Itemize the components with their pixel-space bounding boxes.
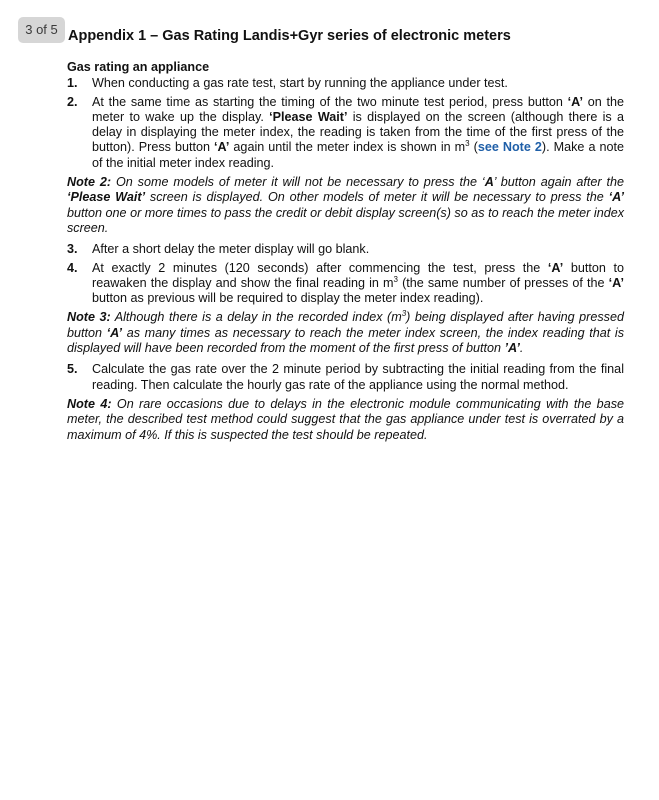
note-4: Note 4: On rare occasions due to delays in the electronic module communicating with the base meter, the described test method could suggest that the gas appliance under test is overrated by a maximum of 4%. If this is suspected the test should be repeated. [67, 396, 624, 442]
list-text: When conducting a gas rate test, start by running the appliance under test. [92, 76, 508, 91]
list-number: 5. [67, 362, 78, 377]
note-2-link[interactable]: see Note 2 [477, 140, 542, 155]
list-number: 3. [67, 242, 78, 257]
list-text: At the same time as starting the timing of the two minute test period, press button ‘A’ on the meter to wake up the display. ‘Please Wait’ is displayed on the screen (although there is a delay in displaying the meter index, the reading is taken from the time of the first press of the button). Press button ‘A’ again until the meter index is shown in $m^3$ (see Note 2). Make a note of the initial meter index reading. [92, 94, 625, 170]
list-item-2 [67, 95, 624, 171]
section-heading: Gas rating an appliance [67, 60, 210, 74]
note-label: Note 2: [67, 175, 112, 190]
list-number: 1. [67, 76, 78, 91]
list-item-1 [67, 76, 624, 91]
page-indicator-badge: 3 of 5 [18, 17, 65, 43]
list-item-5 [67, 362, 624, 393]
list-item-3 [67, 242, 624, 257]
note-label: Note 4: [67, 396, 112, 411]
note-3: Note 3: Although there is a delay in the recorded index $(m^3)$ being displayed after having pressed button ‘A’ as many times as necessary to reach the meter index screen, the index reading that is displayed will have been recorded from the moment of the first press of button ’A’. [67, 309, 624, 356]
list-number: 4. [67, 260, 78, 275]
document-body [67, 60, 624, 449]
list-item-4 [67, 261, 624, 307]
list-text: After a short delay the meter display will go blank. [92, 242, 370, 257]
note-label: Note 3: [67, 310, 111, 325]
list-number: 2. [67, 94, 78, 109]
list-text: At exactly 2 minutes (120 seconds) after commencing the test, press the ‘A’ button to reawaken the display and show the final reading in $m^3$ (the same number of presses of the ‘A’ button as previous will be required to display the meter index reading). [92, 260, 624, 306]
note-2: Note 2: On some models of meter it will not be necessary to press the ‘A’ button again after the ‘Please Wait’ screen is displayed. On other models of meter it will be necessary to press the ‘A’ button one or more times to pass the credit or debit display screen(s) so as to reach the meter index screen. [67, 175, 624, 235]
list-text: Calculate the gas rate over the 2 minute period by subtracting the initial reading from the final reading. Then calculate the hourly gas rate of the appliance using the normal method. [92, 362, 624, 392]
document-title: Appendix 1 – Gas Rating Landis+Gyr series of electronic meters [68, 28, 511, 44]
